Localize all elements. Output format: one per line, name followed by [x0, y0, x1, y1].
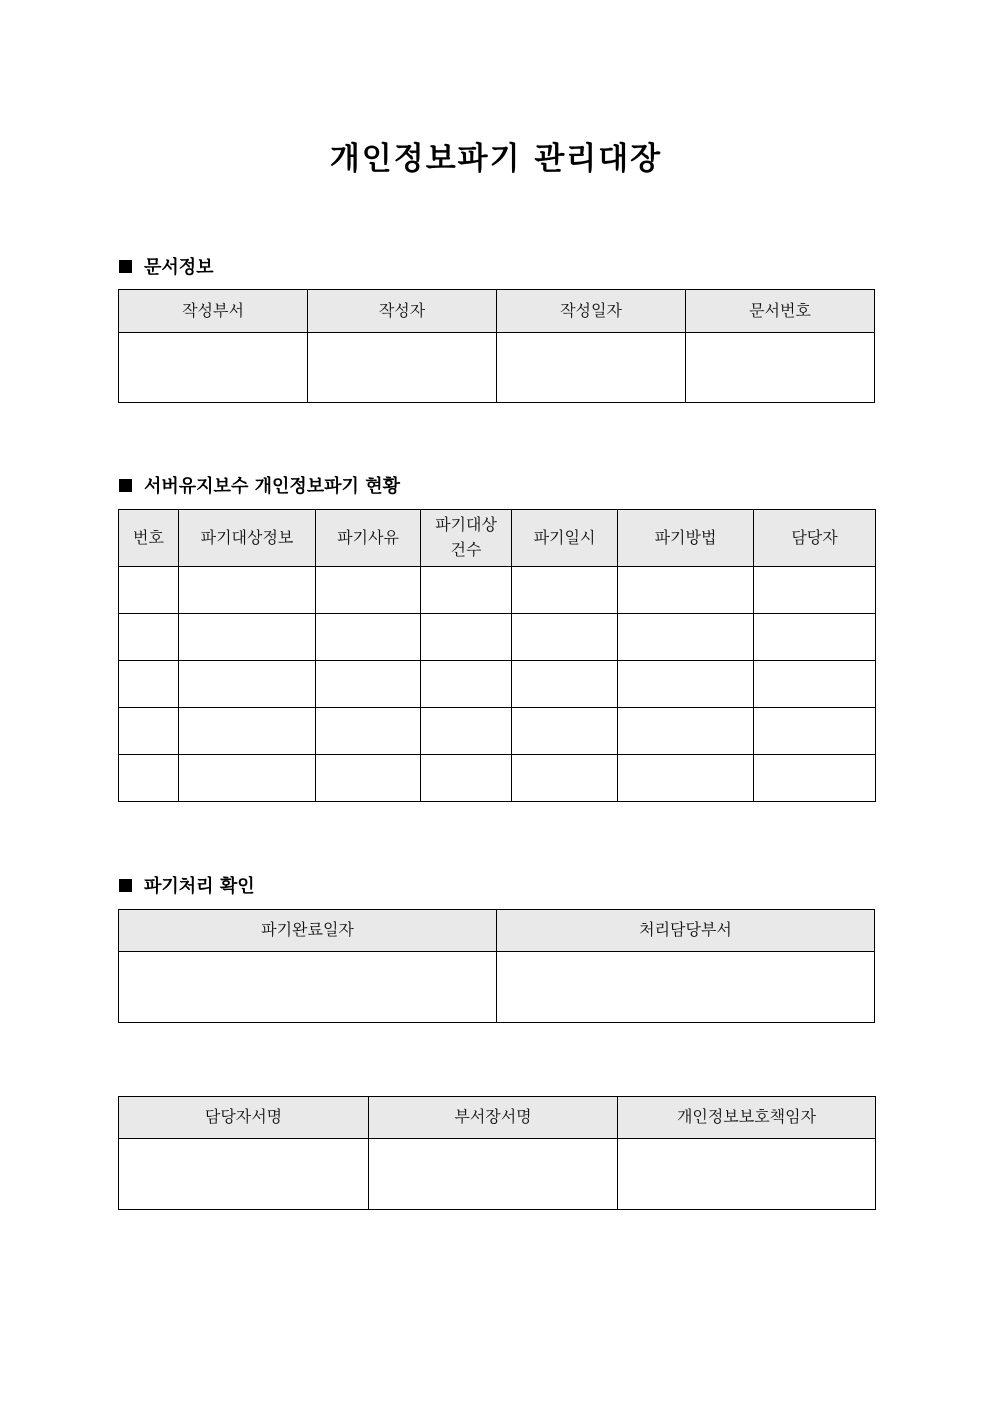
- input-cell[interactable]: [497, 952, 875, 1023]
- section-heading-text: 문서정보: [144, 257, 214, 278]
- header-cell-number: 번호: [119, 510, 179, 567]
- document-info-table: [118, 289, 875, 403]
- input-cell[interactable]: [512, 661, 618, 708]
- header-cell-doc-number: 문서번호: [686, 290, 875, 333]
- input-cell[interactable]: [754, 614, 876, 661]
- destruction-status-table: [118, 509, 876, 802]
- header-cell-datetime: 파기일시: [512, 510, 618, 567]
- input-cell[interactable]: [179, 755, 316, 802]
- signature-table: [118, 1096, 876, 1210]
- input-cell[interactable]: [512, 755, 618, 802]
- section-heading-destruction-confirm: [119, 872, 255, 898]
- table-row: [119, 1139, 876, 1210]
- header-cell-target-info: 파기대상정보: [179, 510, 316, 567]
- table-header-row: [119, 510, 876, 567]
- table-header-row: [119, 290, 875, 333]
- table-row: [119, 614, 876, 661]
- input-cell[interactable]: [119, 614, 179, 661]
- input-cell[interactable]: [618, 755, 754, 802]
- header-cell-reason: 파기사유: [316, 510, 421, 567]
- input-cell[interactable]: [316, 614, 421, 661]
- page-title: 개인정보파기 관리대장: [329, 141, 663, 177]
- header-cell-manager: 담당자: [754, 510, 876, 567]
- input-cell[interactable]: [179, 661, 316, 708]
- input-cell[interactable]: [512, 614, 618, 661]
- square-bullet-icon: [119, 260, 132, 273]
- input-cell[interactable]: [512, 567, 618, 614]
- input-cell[interactable]: [618, 708, 754, 755]
- table-header-row: [119, 910, 875, 952]
- square-bullet-icon: [119, 479, 132, 492]
- header-cell-method: 파기방법: [618, 510, 754, 567]
- input-cell[interactable]: [316, 708, 421, 755]
- input-cell[interactable]: [119, 333, 308, 403]
- section-heading-document-info: [119, 253, 214, 279]
- input-cell[interactable]: [686, 333, 875, 403]
- input-cell[interactable]: [497, 333, 686, 403]
- header-cell-manager-signature: 담당자서명: [119, 1097, 369, 1139]
- input-cell[interactable]: [308, 333, 497, 403]
- signature-cell[interactable]: [369, 1139, 618, 1210]
- header-cell-privacy-officer: 개인정보보호책임자: [618, 1097, 876, 1139]
- section-heading-text: 서버유지보수 개인정보파기 현황: [144, 476, 400, 497]
- section-heading-text: 파기처리 확인: [144, 876, 255, 897]
- input-cell[interactable]: [421, 708, 512, 755]
- input-cell[interactable]: [179, 614, 316, 661]
- input-cell[interactable]: [316, 661, 421, 708]
- table-row: [119, 952, 875, 1023]
- input-cell[interactable]: [179, 708, 316, 755]
- input-cell[interactable]: [119, 755, 179, 802]
- header-cell-date: 작성일자: [497, 290, 686, 333]
- header-cell-completion-date: 파기완료일자: [119, 910, 497, 952]
- input-cell[interactable]: [754, 567, 876, 614]
- table-row: [119, 755, 876, 802]
- header-cell-target-count: 파기대상 건수: [421, 510, 512, 567]
- input-cell[interactable]: [421, 661, 512, 708]
- input-cell[interactable]: [754, 708, 876, 755]
- input-cell[interactable]: [119, 708, 179, 755]
- input-cell[interactable]: [119, 952, 497, 1023]
- header-cell-dept-head-signature: 부서장서명: [369, 1097, 618, 1139]
- destruction-confirm-table: [118, 909, 875, 1023]
- input-cell[interactable]: [179, 567, 316, 614]
- table-row: [119, 567, 876, 614]
- table-row: [119, 333, 875, 403]
- table-row: [119, 661, 876, 708]
- header-cell-processing-dept: 처리담당부서: [497, 910, 875, 952]
- input-cell[interactable]: [618, 614, 754, 661]
- input-cell[interactable]: [421, 614, 512, 661]
- input-cell[interactable]: [421, 567, 512, 614]
- input-cell[interactable]: [618, 567, 754, 614]
- input-cell[interactable]: [754, 661, 876, 708]
- input-cell[interactable]: [754, 755, 876, 802]
- square-bullet-icon: [119, 879, 132, 892]
- table-header-row: [119, 1097, 876, 1139]
- input-cell[interactable]: [119, 567, 179, 614]
- header-cell-dept: 작성부서: [119, 290, 308, 333]
- input-cell[interactable]: [316, 567, 421, 614]
- input-cell[interactable]: [618, 661, 754, 708]
- header-cell-author: 작성자: [308, 290, 497, 333]
- signature-cell[interactable]: [119, 1139, 369, 1210]
- input-cell[interactable]: [316, 755, 421, 802]
- section-heading-destruction-status: [119, 472, 400, 498]
- input-cell[interactable]: [119, 661, 179, 708]
- input-cell[interactable]: [421, 755, 512, 802]
- input-cell[interactable]: [512, 708, 618, 755]
- table-row: [119, 708, 876, 755]
- signature-cell[interactable]: [618, 1139, 876, 1210]
